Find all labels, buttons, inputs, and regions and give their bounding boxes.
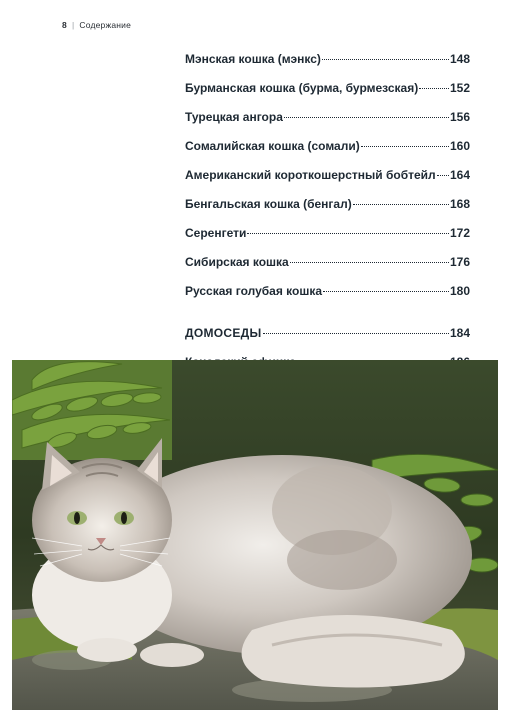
toc-entry[interactable] (185, 110, 470, 124)
toc-entry-page: 164 (449, 168, 470, 182)
dot-leader (361, 146, 449, 147)
toc-entry-page: 152 (449, 81, 470, 95)
toc-entry-page: 180 (449, 284, 470, 298)
toc-entry[interactable] (185, 168, 470, 182)
dot-leader (263, 333, 449, 334)
toc-entry[interactable] (185, 52, 470, 66)
toc-entry-page: 148 (449, 52, 470, 66)
toc-section-title: ДОМОСЕДЫ (185, 326, 262, 340)
toc-entry-title: Мэнская кошка (мэнкс) (185, 52, 321, 66)
toc-entry[interactable] (185, 197, 470, 211)
toc-entry-title: Турецкая ангора (185, 110, 283, 124)
toc-entry[interactable] (185, 81, 470, 95)
dot-leader (353, 204, 449, 205)
cat-photo (12, 360, 498, 710)
toc-section-page: 184 (449, 326, 470, 340)
toc-entry-title: Русская голубая кошка (185, 284, 323, 298)
cat-illustration (12, 360, 498, 710)
toc-entry-title: Американский короткошерстный бобтейл (185, 168, 436, 182)
toc-entry-title: Сомалийская кошка (сомали) (185, 139, 360, 153)
toc-entry[interactable] (185, 284, 470, 298)
dot-leader (323, 291, 449, 292)
dot-leader (284, 117, 449, 118)
dot-leader (322, 59, 449, 60)
dot-leader (437, 175, 449, 176)
toc-entry-page: 168 (449, 197, 470, 211)
toc-entry-title: Бурманская кошка (бурма, бурмезская) (185, 81, 419, 95)
toc-entry-page: 176 (449, 255, 470, 269)
toc-entry[interactable] (185, 226, 470, 240)
toc-entry[interactable] (185, 139, 470, 153)
toc-entry-page: 156 (449, 110, 470, 124)
header-separator: | (71, 20, 75, 30)
running-header (62, 20, 131, 30)
toc-section-heading[interactable] (185, 326, 470, 340)
toc-entry-title: Серенгети (185, 226, 247, 240)
toc-entry-title: Бенгальская кошка (бенгал) (185, 197, 352, 211)
page-number: 8 (62, 20, 67, 30)
toc-entry-title: Сибирская кошка (185, 255, 289, 269)
dot-leader (247, 233, 449, 234)
toc-entry-page: 160 (449, 139, 470, 153)
dot-leader (419, 88, 449, 89)
toc-entry[interactable] (185, 255, 470, 269)
section-title: Содержание (79, 20, 132, 30)
toc-entry-page: 172 (449, 226, 470, 240)
dot-leader (290, 262, 449, 263)
